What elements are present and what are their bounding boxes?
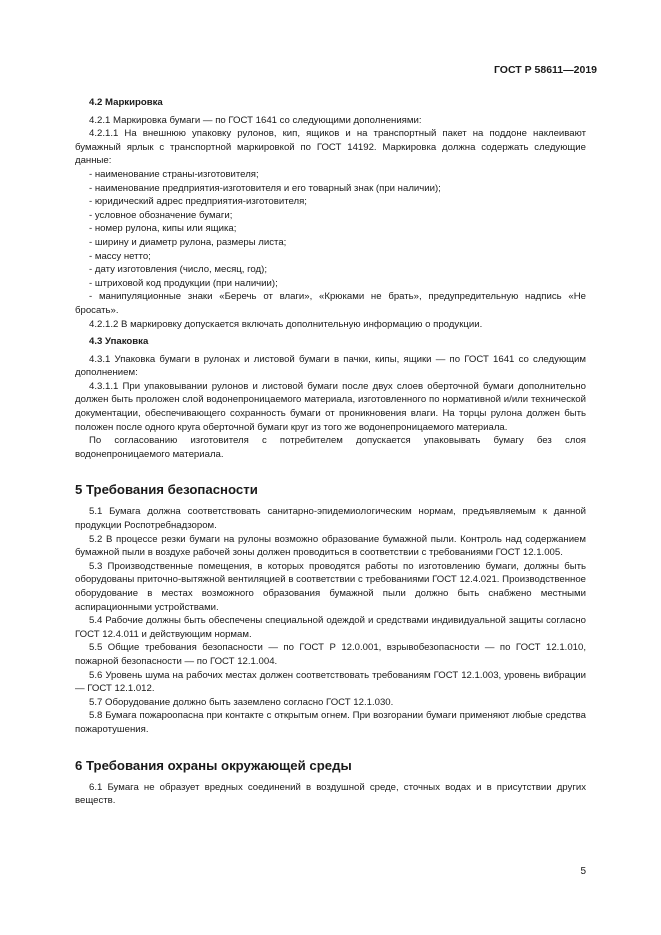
list-item: - юридический адрес предприятия-изготовителя;: [89, 196, 307, 208]
list-item: - номер рулона, кипы или ящика;: [89, 223, 237, 235]
marking-list: [75, 168, 586, 318]
list-item: - наименование страны-изготовителя;: [89, 168, 259, 180]
para-4-3-1-1: 4.3.1.1 При упаковывании рулонов и листовой бумаги после двух слоев оберточной бумаги дополнительно должен быть проложен слой водонепроницаемого материала, изготовленного по нормативной и/или технической документации, обеспечивающего сохранность бумаги от проникновения влаги. На торцы рулона должен быть положен после одного круга оберточной бумаги круг из того же водонепроницаемого материала.: [75, 380, 586, 433]
para-5-7: 5.7 Оборудование должно быть заземлено согласно ГОСТ 12.1.030.: [89, 696, 394, 708]
section-4-2-title: 4.2 Маркировка: [89, 97, 163, 108]
section-6-title: 6 Требования охраны окружающей среды: [75, 757, 352, 773]
section-5-title: 5 Требования безопасности: [75, 482, 258, 498]
para-5-8: 5.8 Бумага пожароопасна при контакте с открытым огнем. При возгорании бумаги применяют любые средства пожаротушения.: [75, 710, 586, 735]
para-5-3: 5.3 Производственные помещения, в которых проводятся работы по изготовлению бумаги, должны быть оборудованы приточно-вытяжной вентиляцией в соответствии с требованиями ГОСТ 12.4.021. Производственное оборудование в местах возможного образования бумажной пыли должно быть снабжено местными аспирационными устройствами.: [75, 560, 586, 613]
para-4-2-1-1: 4.2.1.1 На внешнюю упаковку рулонов, кип, ящиков и на транспортный пакет на поддоне наклеивают бумажный ярлык с транспортной маркировкой по ГОСТ 14192. Маркировка должна содержать следующие данные:: [75, 128, 586, 167]
standard-number: ГОСТ Р 58611—2019: [493, 64, 597, 76]
list-item: - манипуляционные знаки «Беречь от влаги», «Крюками не брать», предупредительную надпись «Не бросать».: [75, 291, 586, 316]
list-item: - массу нетто;: [89, 250, 151, 262]
para-5-4: 5.4 Рабочие должны быть обеспечены специальной одеждой и средствами индивидуальной защиты согласно ГОСТ 12.4.011 и действующим нормам.: [75, 615, 586, 640]
para-5-5: 5.5 Общие требования безопасности — по ГОСТ Р 12.0.001, взрывобезопасности — по ГОСТ 12.1.010, пожарной безопасности — по ГОСТ 12.1.004.: [75, 642, 586, 667]
list-item: - условное обозначение бумаги;: [89, 209, 233, 221]
para-agreement: По согласованию изготовителя с потребителем допускается упаковывать бумагу без слоя водонепроницаемого материала.: [75, 435, 586, 460]
page-number: 5: [580, 866, 586, 877]
para-4-2-1: 4.2.1 Маркировка бумаги — по ГОСТ 1641 со следующими дополнениями:: [89, 114, 422, 126]
section-4-3-title: 4.3 Упаковка: [89, 336, 149, 348]
list-item: - ширину и диаметр рулона, размеры листа;: [89, 236, 287, 248]
list-item: - штриховой код продукции (при наличии);: [89, 277, 278, 289]
para-4-2-1-2: 4.2.1.2 В маркировку допускается включать дополнительную информацию о продукции.: [89, 318, 483, 330]
para-5-6: 5.6 Уровень шума на рабочих местах должен соответствовать требованиям ГОСТ 12.1.003, уровень вибрации — ГОСТ 12.1.012.: [75, 669, 586, 695]
para-5-2: 5.2 В процессе резки бумаги на рулоны возможно образование бумажной пыли. Контроль над содержанием бумажной пыли в воздухе рабочей зоны должен проводиться в соответствии с требованиями ГОСТ 12.1.005.: [75, 533, 586, 559]
para-5-1: 5.1 Бумага должна соответствовать санитарно-эпидемиологическим нормам, предъявляемым к данной продукции Роспотребнадзором.: [75, 506, 586, 532]
page-content: [75, 92, 586, 808]
para-6-1: 6.1 Бумага не образует вредных соединений в воздушной среде, сточных водах и в присутствии других веществ.: [75, 781, 586, 807]
list-item: - наименование предприятия-изготовителя и его товарный знак (при наличии);: [89, 182, 441, 194]
para-4-3-1: 4.3.1 Упаковка бумаги в рулонах и листовой бумаги в пачки, кипы, ящики — по ГОСТ 1641 со следующим дополнением:: [75, 353, 586, 379]
list-item: - дату изготовления (число, месяц, год);: [89, 264, 268, 276]
